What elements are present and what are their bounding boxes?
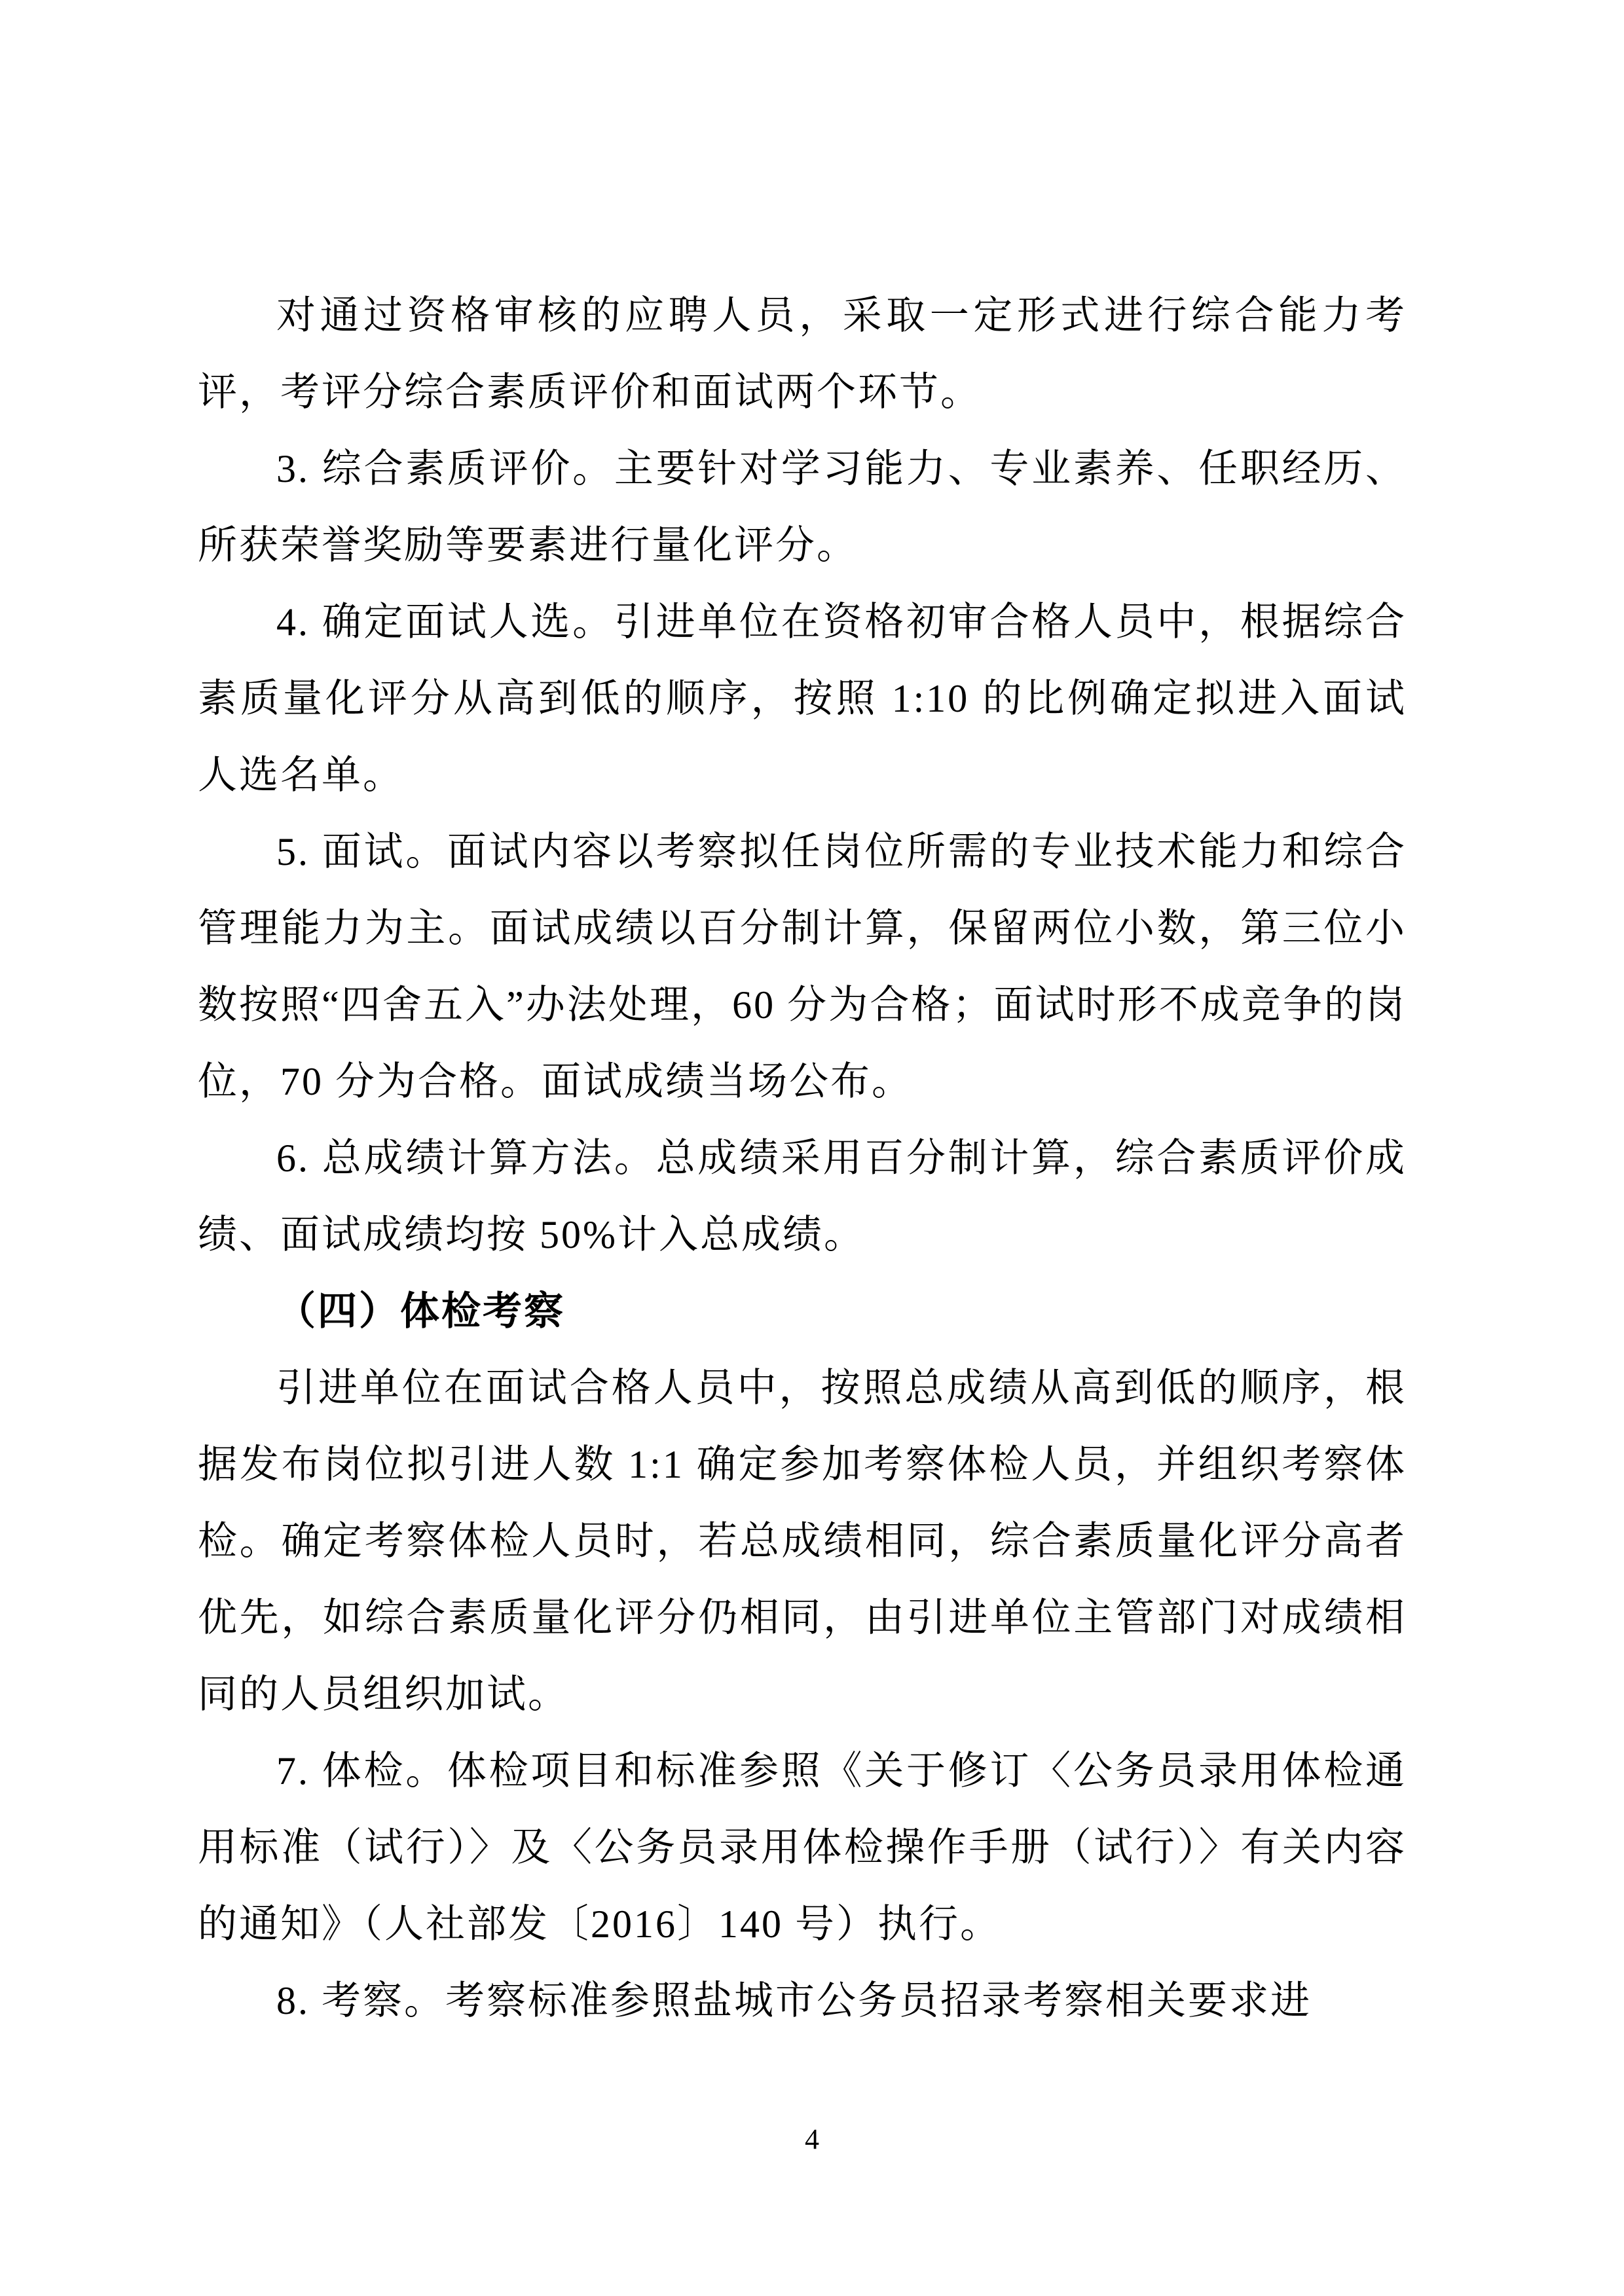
paragraph: 7. 体检。体检项目和标准参照《关于修订〈公务员录用体检通用标准（试行）〉及〈公务员录用体检操作手册（试行）〉有关内容的通知》（人社部发〔2016〕140 号）执行。 xyxy=(198,1749,1407,1946)
paragraph: 5. 面试。面试内容以考察拟任岗位所需的专业技术能力和综合管理能力为主。面试成绩以百分制计算，保留两位小数，第三位小数按照“四舍五入”办法处理，60 分为合格；面试时形不成竞争的岗位，70 分为合格。面试成绩当场公布。 xyxy=(198,830,1407,1103)
paragraph: 3. 综合素质评价。主要针对学习能力、专业素养、任职经历、所获荣誉奖励等要素进行量化评分。 xyxy=(198,447,1407,567)
page-number: 4 xyxy=(805,2123,819,2155)
paragraph: 对通过资格审核的应聘人员，采取一定形式进行综合能力考评，考评分综合素质评价和面试两个环节。 xyxy=(198,294,1407,414)
section-heading: （四）体检考察 xyxy=(276,1290,565,1333)
paragraph: 4. 确定面试人选。引进单位在资格初审合格人员中，根据综合素质量化评分从高到低的顺序，按照 1:10 的比例确定拟进入面试人选名单。 xyxy=(198,600,1407,797)
paragraph: 8. 考察。考察标准参照盐城市公务员招录考察相关要求进 xyxy=(276,1979,1312,2022)
document-body xyxy=(198,278,1407,2039)
paragraph: 引进单位在面试合格人员中，按照总成绩从高到低的顺序，根据发布岗位拟引进人数 1:1 确定参加考察体检人员，并组织考察体检。确定考察体检人员时，若总成绩相同，综合素质量化评分高者优先，如综合素质量化评分仍相同，由引进单位主管部门对成绩相同的人员组织加试。 xyxy=(198,1366,1407,1716)
paragraph: 6. 总成绩计算方法。总成绩采用百分制计算，综合素质评价成绩、面试成绩均按 50%计入总成绩。 xyxy=(198,1137,1407,1256)
page-footer xyxy=(0,2123,1624,2157)
